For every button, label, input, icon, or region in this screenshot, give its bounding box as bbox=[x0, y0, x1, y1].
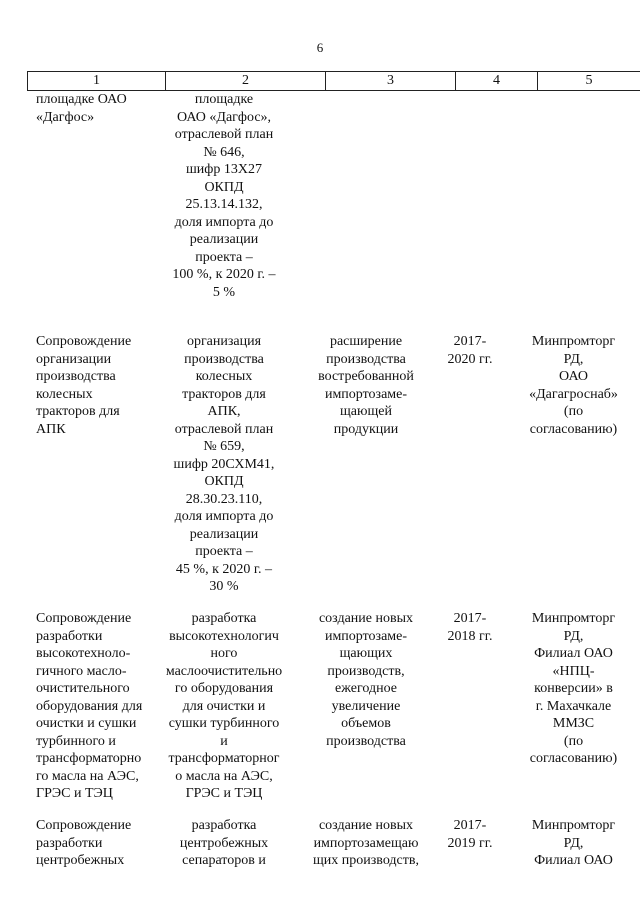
table-header-row bbox=[27, 71, 640, 91]
header-cell-3: 3 bbox=[325, 72, 455, 90]
row2-col2: разработка высокотехнологич ного маслоочистительно го оборудования для очистки и сушки турбинного и трансформаторног о масла на АЭС, ГРЭС и ТЭЦ bbox=[165, 611, 283, 801]
row1-col4: 2017- 2020 гг. bbox=[447, 334, 493, 367]
row1-col5: Минпромторг РД, ОАО «Дагагроснаб» (по согласованию) bbox=[529, 334, 618, 437]
row3-col3: создание новых импортозамещаю щих производств, bbox=[313, 818, 419, 868]
row2-col5: Минпромторг РД, Филиал ОАО «НПЦ- конверсии» в г. Махачкале ММЗС (по согласованию) bbox=[529, 611, 618, 766]
row3-col1: Сопровождение разработки центробежных bbox=[36, 818, 132, 868]
row3-col4: 2017- 2019 гг. bbox=[447, 818, 493, 851]
row1-col3: расширение производства востребованной импортозаме- щающей продукции bbox=[318, 334, 414, 437]
row1-col2: организация производства колесных тракторов для АПК, отраслевой план № 659, шифр 20СХМ41, ОКПД 28.30.23.110, доля импорта до реализации проекта – 45 %, к 2020 г. – 30 % bbox=[173, 334, 275, 594]
page-number: 6 bbox=[316, 40, 324, 55]
header-cell-2: 2 bbox=[165, 72, 325, 90]
header-cell-1: 1 bbox=[27, 72, 165, 90]
row2-col1: Сопровождение разработки высокотехноло- гичного масло- очистительного оборудования для очистки и сушки турбинного и трансформаторно го масла на АЭС, ГРЭС и ТЭЦ bbox=[36, 611, 143, 801]
row1-col1: Сопровождение организации производства колесных тракторов для АПК bbox=[36, 334, 132, 437]
row0-col2: площадке ОАО «Дагфос», отраслевой план № 646, шифр 13Х27 ОКПД 25.13.14.132, доля импорта до реализации проекта – 100 %, к 2020 г. – 5 % bbox=[172, 92, 276, 300]
row2-col4: 2017- 2018 гг. bbox=[447, 611, 493, 644]
row3-col5: Минпромторг РД, Филиал ОАО bbox=[531, 818, 616, 868]
row0-col1: площадке ОАО «Дагфос» bbox=[36, 92, 127, 125]
header-cell-4: 4 bbox=[455, 72, 537, 90]
row3-col2: разработка центробежных сепараторов и bbox=[179, 818, 269, 868]
row2-col3: создание новых импортозаме- щающих производств, ежегодное увеличение объемов производства bbox=[318, 611, 414, 749]
header-cell-5: 5 bbox=[537, 72, 640, 90]
